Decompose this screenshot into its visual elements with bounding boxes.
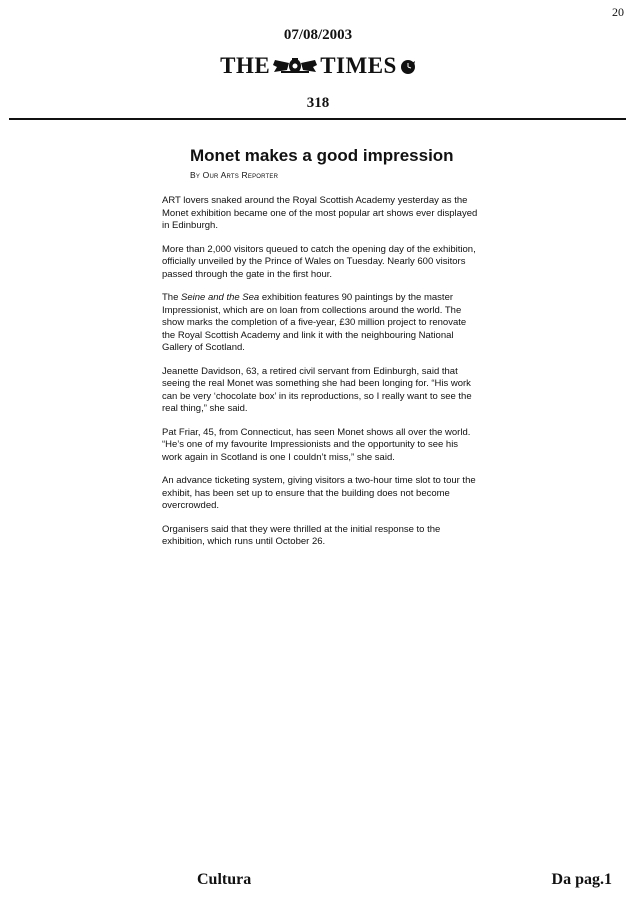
paragraph-intro: The xyxy=(162,292,182,303)
article xyxy=(162,146,480,560)
publication-date: 07/08/2003 xyxy=(283,27,353,43)
exhibition-title: Seine and the Sea xyxy=(181,292,260,303)
masthead-times: TIMES xyxy=(320,53,397,78)
article-paragraph-2: More than 2,000 visitors queued to catch the opening day of the exhibition, officially unveiled by the Prince of Wales on Tuesday. Nearly 600 visitors passed through the gate in the first hour. xyxy=(162,243,476,280)
article-headline: Monet makes a good impression xyxy=(190,146,454,165)
paragraph-rest: exhibition features 90 paintings by the master Impressionist, which are on loan from collections around the world. The show marks the completion of a five-year, £30 million project to renovate the Royal Scottish Academy and link it with the neighbouring National Gallery of Scotland. xyxy=(162,292,467,353)
article-paragraph-5: Pat Friar, 45, from Connecticut, has seen Monet shows all over the world. “He’s one of my favourite Impressionists and the opportunity to see his work again in Scotland is one I couldn’t miss,” she said. xyxy=(162,426,471,463)
issue-number: 318 xyxy=(306,95,330,111)
continued-from-label: Da pag.1 xyxy=(551,871,612,888)
article-paragraph-3 xyxy=(162,292,480,355)
article-paragraph-1: ART lovers snaked around the Royal Scottish Academy yesterday as the Monet exhibition became one of the most popular art shows ever displayed in Edinburgh. xyxy=(162,195,478,231)
article-paragraph-4: Jeanette Davidson, 63, a retired civil servant from Edinburgh, said that seeing the real Monet was something she had been longing for. “His work can be very ‘chocolate box’ in its reproductions, so I really want to see the real thing,” she said. xyxy=(162,365,472,414)
article-paragraph-7: Organisers said that they were thrilled at the initial response to the exhibition, which runs until October 26. xyxy=(162,523,441,547)
page-number: 20 xyxy=(612,5,624,19)
clock-icon xyxy=(400,59,416,75)
article-byline: By Our Arts Reporter xyxy=(190,170,279,180)
royal-crest-icon xyxy=(271,57,319,74)
article-paragraph-6: An advance ticketing system, giving visitors a two-hour time slot to tour the exhibit, has been set up to ensure that the building does not become overcrowded. xyxy=(162,475,476,511)
section-label: Cultura xyxy=(197,871,252,888)
newspaper-masthead xyxy=(0,53,636,79)
masthead-the: THE xyxy=(220,53,271,78)
header-divider xyxy=(9,118,626,120)
